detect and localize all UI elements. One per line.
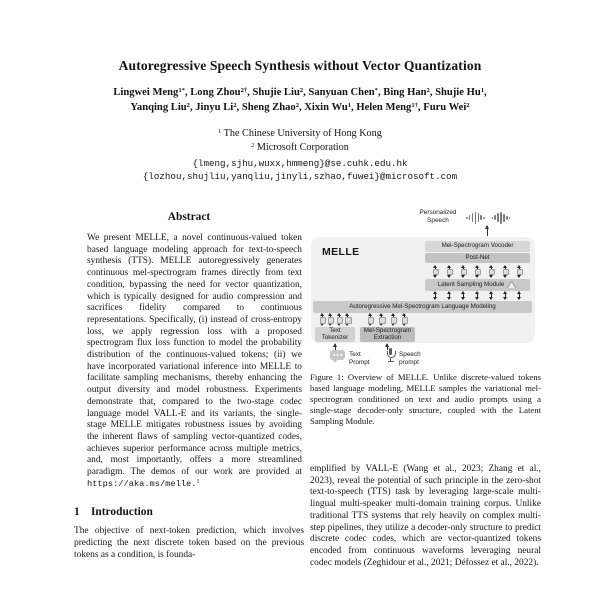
email-line: {lozhou,shujliu,yanqliu,jinyli,szhao,fuwei}@microsoft.com (142, 170, 458, 182)
output-speech-label (412, 209, 464, 224)
token-node (327, 313, 334, 326)
token-node (401, 313, 408, 326)
arrow-updown-icon (488, 291, 495, 300)
affiliation (0, 128, 600, 142)
abstract-text: We present MELLE, a novel continuous-valued token based language modeling approach for text-to-speech synthesis (TTS). MELLE autoregressively generates continuous mel-spectrogram frames directly from text condition, bypassing the need for vector quantization, which is typically designed for audio compression and sacrifices fidelity compared to continuous representations. Specifically, (i) instead of cross-entropy loss, we apply regression loss with a proposed spectrogram flux loss function to model the probability distribution of the continuous-valued tokens; (ii) we have incorporated variational inference into MELLE to facilitate sampling mechanisms, thereby enhancing the output diversity and model robustness. Experiments demonstrate that, compared to the two-stage codec language model VALL-E and its variants, the single-stage MELLE mitigates robustness issues by avoiding the inherent flaws of sampling vector-quantized codes, achieves superior performance across multiple metrics, and, most importantly, offers a more streamlined paradigm. The demos of our work are provided at (87, 233, 302, 478)
footnote-marker: 1 (196, 479, 200, 486)
figure-caption: Figure 1: Overview of MELLE. Unlike discrete-valued tokens based language modeling, MELLE samples the variational mel-spectrogram conditioned on text and audio prompts using a single-stage decoder-only structure, coupled with the Latent Sampling Module. (310, 372, 541, 426)
email-line: {lmeng,sjhu,wuxx,hmmeng}@se.cuhk.edu.hk (192, 158, 408, 169)
text-tokenizer-label-line1: Text (329, 326, 341, 334)
arrow-updown-icon (502, 291, 509, 300)
latent-sampling-module-block (425, 279, 530, 291)
token-node (336, 313, 343, 326)
figure-1-diagram (310, 204, 541, 370)
right-column (310, 204, 541, 569)
token-node (319, 313, 326, 326)
arrow-updown-icon (432, 291, 439, 300)
token-node (446, 265, 453, 278)
left-column (74, 211, 304, 562)
token-row-postnet (425, 264, 530, 278)
author-list: Lingwei Meng$^{1*}$, Long Zhou$^{2\dagger}$, Shujie Liu$^2$, Sanyuan Chen*, Bing Han$^2$, Shujie Hu$^1$, Yanqing Liu$^2$, Jinyu Li$^2$, Sheng Zhao$^2$, Xixin Wu$^1$, Helen Meng$^{1\dagger}$, Furu Wei$^2$ (113, 87, 487, 113)
abstract-paragraph (87, 233, 302, 491)
token-node (367, 313, 374, 326)
affiliation (0, 142, 600, 156)
text-tokenizer-label-line2: Tokenizer (321, 333, 349, 341)
waveform-icon (466, 211, 512, 224)
affiliation-marker: 1 (218, 128, 222, 136)
paper-title: Autoregressive Speech Synthesis without Vector Quantization (118, 58, 482, 73)
mel-spectrogram-vocoder-block: Mel-Spectrogram Vocoder (425, 241, 530, 252)
chat-bubble-icon (330, 350, 345, 360)
text-prompt-label-line2: Prompt (349, 358, 370, 366)
mel-extraction-block (360, 327, 415, 342)
column2-paragraph: emplified by VALL-E (Wang et al., 2023; Zhang et al., 2023), reveal the potential of such principle in the zero-shot text-to-speech (TTS) task by leveraging large-scale multi-lingual multi-speaker multi-domain training corpus. Unlike traditional TTS systems that rely heavily on complex multi-step pipelines, they utilize a decoder-only structure to predict discrete codec codes, which are vector-quantized tokens encoded from continuous waveforms leveraging neural codec models (Zeghidour et al., 2021; Défossez et al., 2022). (310, 464, 541, 568)
token-node (344, 313, 351, 326)
intro-paragraph: The objective of next-token prediction, which involves predicting the next discrete token based on the previous tokens as a condition, is founda- (74, 526, 304, 560)
affiliation-marker: 2 (251, 141, 255, 149)
speech-prompt-label (399, 351, 421, 366)
token-node (502, 265, 509, 278)
token-node (474, 265, 481, 278)
demo-link[interactable]: https://aka.ms/melle. (87, 478, 197, 489)
arrow-row-lsm (425, 291, 530, 300)
text-prompt-label-line1: Text (349, 351, 361, 358)
model-name-label: MELLE (322, 246, 360, 258)
text-tokenizer-block (315, 327, 355, 342)
section-number: 1 (74, 506, 80, 519)
token-row-text (317, 313, 353, 326)
affiliation-list (0, 128, 600, 155)
mel-extraction-label-line1: Mel-Spectrogram (363, 326, 412, 334)
output-speech-label-line2: Speech (427, 216, 449, 224)
token-row-mel (363, 313, 412, 326)
arrow-updown-icon (446, 291, 453, 300)
section-heading-introduction (74, 506, 304, 518)
token-node (432, 265, 439, 278)
paper-header (0, 58, 600, 183)
section-title: Introduction (91, 506, 153, 519)
output-speech-label-line1: Personalized (419, 209, 457, 216)
distribution-curve-icon (506, 281, 517, 289)
arrow-up-icon (487, 226, 488, 236)
latent-sampling-label: Latent Sampling Module (437, 280, 505, 288)
arrow-updown-icon (516, 291, 523, 300)
token-node (488, 265, 495, 278)
microphone-icon (386, 348, 395, 364)
token-node (460, 265, 467, 278)
autoregressive-lm-block: Autoregressive Mel-Spectrogram Language Modeling (313, 301, 532, 313)
token-node (516, 265, 523, 278)
token-node (390, 313, 397, 326)
text-prompt-label (349, 351, 370, 366)
token-node (378, 313, 385, 326)
speech-prompt-label-line2: prompt (399, 358, 419, 366)
speech-prompt-label-line1: Speech (399, 351, 421, 358)
email-list (0, 158, 600, 183)
abstract-heading: Abstract (167, 211, 211, 223)
mel-extraction-label-line2: Extraction (373, 333, 402, 341)
arrow-updown-icon (474, 291, 481, 300)
arrow-updown-icon (460, 291, 467, 300)
post-net-block: Post-Net (425, 253, 530, 263)
melle-model-box (311, 237, 535, 343)
affiliation-name: The Chinese University of Hong Kong (221, 128, 382, 139)
affiliation-name: Microsoft Corporation (254, 141, 349, 153)
